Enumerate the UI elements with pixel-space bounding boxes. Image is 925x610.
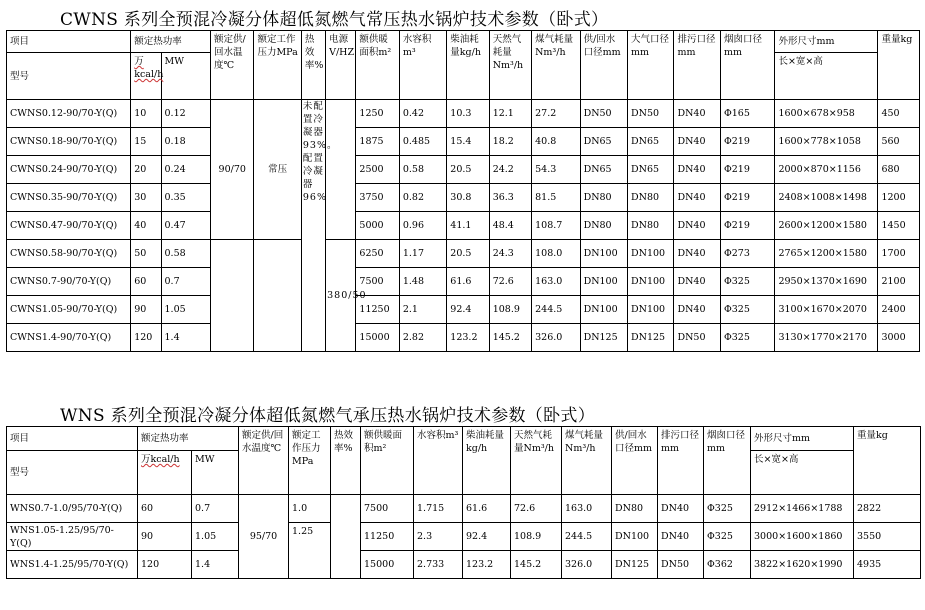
dim-cell: 3822×1620×1990 bbox=[751, 551, 854, 579]
gas-cell: 12.1 bbox=[489, 100, 531, 128]
weight-cell: 1700 bbox=[878, 240, 920, 268]
weight-cell: 1200 bbox=[878, 184, 920, 212]
temp-blank-cell bbox=[211, 240, 254, 352]
dimensions-sub-header: 长×宽×高 bbox=[751, 451, 854, 495]
area-cell: 7500 bbox=[361, 495, 414, 523]
gas-cell: 108.9 bbox=[511, 523, 562, 551]
atm-cell: DN50 bbox=[628, 100, 674, 128]
drain-cell: DN40 bbox=[674, 128, 720, 156]
table-row bbox=[7, 296, 920, 324]
flue-cell: Φ219 bbox=[720, 184, 775, 212]
mw-cell: 0.58 bbox=[161, 240, 211, 268]
area-cell: 5000 bbox=[356, 212, 399, 240]
atm-cell: DN125 bbox=[628, 324, 674, 352]
table-row bbox=[7, 100, 920, 128]
kcal-cell: 15 bbox=[131, 128, 161, 156]
dimensions-header: 外形尺寸mm bbox=[775, 31, 878, 53]
water-cell: 1.17 bbox=[399, 240, 446, 268]
table-row bbox=[7, 128, 920, 156]
table-row bbox=[7, 240, 920, 268]
flue-port-header: 烟囱口径mm bbox=[720, 31, 775, 100]
supply-return-temp-header: 额定供/回水温度℃ bbox=[211, 31, 254, 100]
mw-header: MW bbox=[192, 451, 239, 495]
model-cell: CWNS0.18-90/70-Y(Q) bbox=[7, 128, 131, 156]
model-cell: CWNS1.4-90/70-Y(Q) bbox=[7, 324, 131, 352]
model-cell: CWNS0.58-90/70-Y(Q) bbox=[7, 240, 131, 268]
gas-cell: 24.3 bbox=[489, 240, 531, 268]
flue-cell: Φ325 bbox=[704, 495, 751, 523]
area-cell: 11250 bbox=[361, 523, 414, 551]
water-cell: 0.96 bbox=[399, 212, 446, 240]
supply-return-port-header: 供/回水口径mm bbox=[580, 31, 627, 100]
area-cell: 1250 bbox=[356, 100, 399, 128]
sr-cell: DN100 bbox=[580, 240, 627, 268]
drain-port-header: 排污口径mm bbox=[674, 31, 720, 100]
model-header: 型号 bbox=[7, 53, 131, 100]
gas-header: 天然气耗量Nm³/h bbox=[489, 31, 531, 100]
drain-cell: DN40 bbox=[674, 100, 720, 128]
flue-cell: Φ165 bbox=[720, 100, 775, 128]
drain-cell: DN40 bbox=[674, 184, 720, 212]
drain-cell: DN40 bbox=[674, 212, 720, 240]
dim-cell: 2950×1370×1690 bbox=[775, 268, 878, 296]
weight-cell: 2400 bbox=[878, 296, 920, 324]
atmosphere-port-header: 大气口径mm bbox=[628, 31, 674, 100]
mw-header: MW bbox=[161, 53, 211, 100]
weight-header: 重量kg bbox=[854, 427, 921, 495]
kcal-cell: 40 bbox=[131, 212, 161, 240]
gas-cell: 48.4 bbox=[489, 212, 531, 240]
kcal-header bbox=[138, 451, 192, 495]
area-cell: 3750 bbox=[356, 184, 399, 212]
water-cell: 2.82 bbox=[399, 324, 446, 352]
supply-return-port-header: 供/回水口径mm bbox=[612, 427, 658, 495]
weight-cell: 450 bbox=[878, 100, 920, 128]
table2 bbox=[6, 426, 921, 579]
water-cell: 2.1 bbox=[399, 296, 446, 324]
sr-cell: DN125 bbox=[612, 551, 658, 579]
mw-cell: 0.18 bbox=[161, 128, 211, 156]
diesel-cell: 123.2 bbox=[447, 324, 489, 352]
area-cell: 6250 bbox=[356, 240, 399, 268]
diesel-cell: 10.3 bbox=[447, 100, 489, 128]
mw-cell: 1.4 bbox=[192, 551, 239, 579]
mw-cell: 0.7 bbox=[192, 495, 239, 523]
diesel-cell: 30.8 bbox=[447, 184, 489, 212]
area-cell: 2500 bbox=[356, 156, 399, 184]
dim-cell: 3100×1670×2070 bbox=[775, 296, 878, 324]
dim-cell: 2408×1008×1498 bbox=[775, 184, 878, 212]
drain-cell: DN40 bbox=[674, 240, 720, 268]
mw-cell: 0.47 bbox=[161, 212, 211, 240]
model-cell: WNS1.05-1.25/95/70-Y(Q) bbox=[7, 523, 138, 551]
coal-cell: 244.5 bbox=[532, 296, 580, 324]
working-pressure-header: 额定工作压力MPa bbox=[289, 427, 331, 495]
kcal-cell: 60 bbox=[131, 268, 161, 296]
mw-cell: 1.4 bbox=[161, 324, 211, 352]
flue-cell: Φ219 bbox=[720, 156, 775, 184]
mw-cell: 1.05 bbox=[161, 296, 211, 324]
thermal-efficiency-header: 热效率% bbox=[301, 31, 325, 100]
model-cell: CWNS0.47-90/70-Y(Q) bbox=[7, 212, 131, 240]
heating-area-header: 额供暖面积m² bbox=[356, 31, 399, 100]
weight-cell: 3550 bbox=[854, 523, 921, 551]
diesel-cell: 123.2 bbox=[463, 551, 511, 579]
flue-cell: Φ325 bbox=[720, 324, 775, 352]
drain-cell: DN40 bbox=[674, 156, 720, 184]
coal-cell: 244.5 bbox=[562, 523, 612, 551]
model-cell: WNS0.7-1.0/95/70-Y(Q) bbox=[7, 495, 138, 523]
kcal-cell: 20 bbox=[131, 156, 161, 184]
water-capacity-header: 水容积m³ bbox=[414, 427, 463, 495]
mw-cell: 0.35 bbox=[161, 184, 211, 212]
kcal-cell: 120 bbox=[131, 324, 161, 352]
drain-port-header: 排污口径mm bbox=[658, 427, 704, 495]
water-cell: 1.715 bbox=[414, 495, 463, 523]
area-cell: 15000 bbox=[361, 551, 414, 579]
power-blank-cell bbox=[326, 100, 356, 240]
weight-cell: 2100 bbox=[878, 268, 920, 296]
water-cell: 0.42 bbox=[399, 100, 446, 128]
area-cell: 7500 bbox=[356, 268, 399, 296]
coal-cell: 27.2 bbox=[532, 100, 580, 128]
water-cell: 1.48 bbox=[399, 268, 446, 296]
gas-header: 天然气耗量Nm³/h bbox=[511, 427, 562, 495]
sr-cell: DN80 bbox=[580, 212, 627, 240]
sr-cell: DN65 bbox=[580, 156, 627, 184]
area-cell: 15000 bbox=[356, 324, 399, 352]
atm-cell: DN65 bbox=[628, 156, 674, 184]
flue-port-header: 烟囱口径mm bbox=[704, 427, 751, 495]
gas-cell: 72.6 bbox=[489, 268, 531, 296]
atm-cell: DN100 bbox=[628, 268, 674, 296]
atm-cell: DN80 bbox=[628, 184, 674, 212]
dimensions-sub-header: 长×宽×高 bbox=[775, 53, 878, 100]
flue-cell: Φ273 bbox=[720, 240, 775, 268]
gas-cell: 36.3 bbox=[489, 184, 531, 212]
coal-cell: 40.8 bbox=[532, 128, 580, 156]
water-cell: 0.485 bbox=[399, 128, 446, 156]
sr-cell: DN100 bbox=[612, 523, 658, 551]
gas-cell: 145.2 bbox=[511, 551, 562, 579]
table-row bbox=[7, 212, 920, 240]
weight-cell: 680 bbox=[878, 156, 920, 184]
power-source-header: 电源V/HZ bbox=[326, 31, 356, 100]
mw-cell: 1.05 bbox=[192, 523, 239, 551]
water-capacity-header: 水容积m³ bbox=[399, 31, 446, 100]
efficiency-merged-cell: 未配置冷凝器93%。配置冷凝器96% bbox=[301, 100, 325, 352]
flue-cell: Φ325 bbox=[720, 296, 775, 324]
kcal-cell: 50 bbox=[131, 240, 161, 268]
kcal-cell: 10 bbox=[131, 100, 161, 128]
coal-cell: 163.0 bbox=[562, 495, 612, 523]
rated-heat-power-header: 额定热功率 bbox=[131, 31, 211, 53]
diesel-cell: 20.5 bbox=[447, 156, 489, 184]
mw-cell: 0.24 bbox=[161, 156, 211, 184]
diesel-cell: 20.5 bbox=[447, 240, 489, 268]
supply-return-temp-header: 额定供/回水温度℃ bbox=[239, 427, 289, 495]
sr-cell: DN100 bbox=[580, 268, 627, 296]
diesel-cell: 92.4 bbox=[447, 296, 489, 324]
drain-cell: DN40 bbox=[658, 495, 704, 523]
atm-cell: DN100 bbox=[628, 240, 674, 268]
atm-cell: DN80 bbox=[628, 212, 674, 240]
model-cell: CWNS0.12-90/70-Y(Q) bbox=[7, 100, 131, 128]
table-row bbox=[7, 551, 921, 579]
table-row bbox=[7, 184, 920, 212]
weight-cell: 4935 bbox=[854, 551, 921, 579]
table1-title: CWNS 系列全预混冷凝分体超低氮燃气常压热水锅炉技术参数（卧式） bbox=[60, 10, 609, 30]
pressure-blank-cell bbox=[254, 240, 301, 352]
kcal-header bbox=[131, 53, 164, 100]
diesel-header: 柴油耗量kg/h bbox=[463, 427, 511, 495]
thermal-efficiency-header: 热效率% bbox=[331, 427, 361, 495]
diesel-cell: 15.4 bbox=[447, 128, 489, 156]
flue-cell: Φ219 bbox=[720, 212, 775, 240]
diesel-cell: 61.6 bbox=[463, 495, 511, 523]
mw-cell: 0.12 bbox=[161, 100, 211, 128]
gas-cell: 18.2 bbox=[489, 128, 531, 156]
dim-cell: 3000×1600×1860 bbox=[751, 523, 854, 551]
table-row bbox=[7, 523, 921, 551]
flue-cell: Φ325 bbox=[704, 523, 751, 551]
kcal-unit: 万kcal/h bbox=[141, 454, 180, 465]
model-cell: CWNS0.7-90/70-Y(Q) bbox=[7, 268, 131, 296]
area-cell: 11250 bbox=[356, 296, 399, 324]
kcal-cell: 90 bbox=[131, 296, 161, 324]
table2-title: WNS 系列全预混冷凝分体超低氮燃气承压热水锅炉技术参数（卧式） bbox=[60, 406, 595, 426]
water-cell: 0.58 bbox=[399, 156, 446, 184]
efficiency-blank-cell bbox=[331, 495, 361, 579]
table-row bbox=[7, 268, 920, 296]
sr-cell: DN100 bbox=[580, 296, 627, 324]
kcal-unit: 万kcal/h bbox=[134, 56, 164, 80]
weight-cell: 3000 bbox=[878, 324, 920, 352]
dim-cell: 1600×778×1058 bbox=[775, 128, 878, 156]
kcal-cell: 30 bbox=[131, 184, 161, 212]
flue-cell: Φ219 bbox=[720, 128, 775, 156]
drain-cell: DN50 bbox=[658, 551, 704, 579]
kcal-cell: 90 bbox=[138, 523, 192, 551]
gas-cell: 24.2 bbox=[489, 156, 531, 184]
diesel-cell: 92.4 bbox=[463, 523, 511, 551]
temp-merged-cell: 90/70 bbox=[211, 100, 254, 240]
rated-heat-power-header: 额定热功率 bbox=[138, 427, 239, 451]
coal-gas-header: 煤气耗量Nm³/h bbox=[562, 427, 612, 495]
sr-cell: DN125 bbox=[580, 324, 627, 352]
pressure-cell: 1.0 bbox=[289, 495, 331, 523]
drain-cell: DN40 bbox=[658, 523, 704, 551]
water-cell: 2.3 bbox=[414, 523, 463, 551]
dimensions-header: 外形尺寸mm bbox=[751, 427, 854, 451]
mw-cell: 0.7 bbox=[161, 268, 211, 296]
kcal-cell: 60 bbox=[138, 495, 192, 523]
sr-cell: DN65 bbox=[580, 128, 627, 156]
model-cell: WNS1.4-1.25/95/70-Y(Q) bbox=[7, 551, 138, 579]
drain-cell: DN40 bbox=[674, 268, 720, 296]
coal-cell: 326.0 bbox=[532, 324, 580, 352]
weight-cell: 560 bbox=[878, 128, 920, 156]
atm-cell: DN100 bbox=[628, 296, 674, 324]
model-header: 型号 bbox=[7, 451, 138, 495]
table-row bbox=[7, 324, 920, 352]
gas-cell: 108.9 bbox=[489, 296, 531, 324]
weight-cell: 1450 bbox=[878, 212, 920, 240]
gas-cell: 72.6 bbox=[511, 495, 562, 523]
table1 bbox=[6, 30, 920, 352]
pressure-merged-cell: 常压 bbox=[254, 100, 301, 240]
drain-cell: DN50 bbox=[674, 324, 720, 352]
item-header: 项目 bbox=[7, 427, 138, 451]
table-row bbox=[7, 495, 921, 523]
sr-cell: DN80 bbox=[612, 495, 658, 523]
heating-area-header: 额供暖面积m² bbox=[361, 427, 414, 495]
dim-cell: 2765×1200×1580 bbox=[775, 240, 878, 268]
flue-cell: Φ362 bbox=[704, 551, 751, 579]
model-cell: CWNS0.24-90/70-Y(Q) bbox=[7, 156, 131, 184]
coal-gas-header: 煤气耗量Nm³/h bbox=[532, 31, 580, 100]
model-cell: CWNS1.05-90/70-Y(Q) bbox=[7, 296, 131, 324]
coal-cell: 81.5 bbox=[532, 184, 580, 212]
model-cell: CWNS0.35-90/70-Y(Q) bbox=[7, 184, 131, 212]
flue-cell: Φ325 bbox=[720, 268, 775, 296]
table-row bbox=[7, 156, 920, 184]
area-cell: 1875 bbox=[356, 128, 399, 156]
water-cell: 2.733 bbox=[414, 551, 463, 579]
temp-merged-cell: 95/70 bbox=[239, 495, 289, 579]
dim-cell: 2000×870×1156 bbox=[775, 156, 878, 184]
gas-cell: 145.2 bbox=[489, 324, 531, 352]
kcal-cell: 120 bbox=[138, 551, 192, 579]
sr-cell: DN80 bbox=[580, 184, 627, 212]
dim-cell: 2912×1466×1788 bbox=[751, 495, 854, 523]
coal-cell: 54.3 bbox=[532, 156, 580, 184]
dim-cell: 2600×1200×1580 bbox=[775, 212, 878, 240]
diesel-cell: 61.6 bbox=[447, 268, 489, 296]
dim-cell: 3130×1770×2170 bbox=[775, 324, 878, 352]
weight-cell: 2822 bbox=[854, 495, 921, 523]
weight-header: 重量kg bbox=[878, 31, 920, 100]
voltage-merged-cell: 380/50 bbox=[326, 240, 356, 352]
dim-cell: 1600×678×958 bbox=[775, 100, 878, 128]
coal-cell: 108.0 bbox=[532, 240, 580, 268]
diesel-cell: 41.1 bbox=[447, 212, 489, 240]
sr-cell: DN50 bbox=[580, 100, 627, 128]
pressure-cell: 1.25 bbox=[289, 523, 331, 579]
diesel-header: 柴油耗量kg/h bbox=[447, 31, 489, 100]
water-cell: 0.82 bbox=[399, 184, 446, 212]
coal-cell: 108.7 bbox=[532, 212, 580, 240]
atm-cell: DN65 bbox=[628, 128, 674, 156]
drain-cell: DN40 bbox=[674, 296, 720, 324]
working-pressure-header: 额定工作压力MPa bbox=[254, 31, 301, 100]
item-header: 项目 bbox=[7, 31, 131, 53]
coal-cell: 326.0 bbox=[562, 551, 612, 579]
coal-cell: 163.0 bbox=[532, 268, 580, 296]
